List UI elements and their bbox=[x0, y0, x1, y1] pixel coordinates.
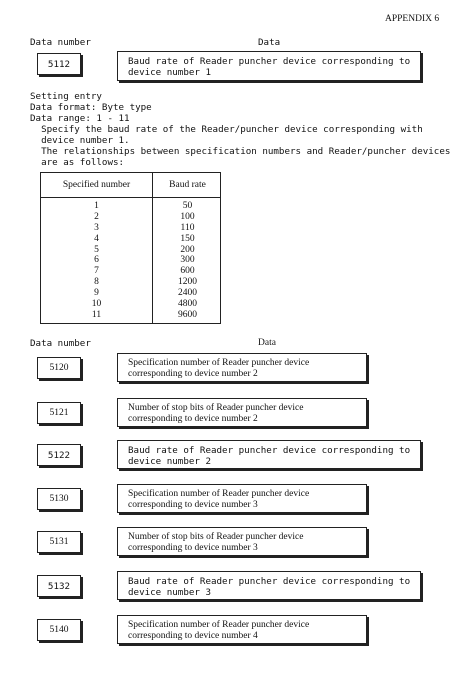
data-number: 5121 bbox=[49, 408, 69, 418]
data-number: 5122 bbox=[47, 449, 71, 461]
data-description-box bbox=[117, 615, 367, 644]
data-number-box bbox=[37, 444, 81, 466]
data-range: Data range: 1 - 11 bbox=[30, 113, 130, 124]
specified-number-cell: 8 bbox=[94, 277, 99, 288]
table-row bbox=[41, 277, 220, 288]
data-number-box bbox=[37, 357, 81, 379]
data-number: 5131 bbox=[49, 537, 69, 547]
baud-rate-cell: 2400 bbox=[178, 288, 197, 299]
data-number-box bbox=[37, 531, 81, 553]
data-description-line: Number of stop bits of Reader puncher device bbox=[128, 532, 304, 542]
specified-number-cell: 7 bbox=[94, 266, 99, 277]
data-description-line: Baud rate of Reader puncher device corresponding to bbox=[128, 445, 411, 456]
specified-number-cell: 4 bbox=[94, 233, 99, 244]
table-body bbox=[41, 201, 220, 321]
specified-number-cell: 2 bbox=[94, 211, 99, 222]
setting-description-line: device number 1. bbox=[30, 135, 130, 146]
data-description-line: device number 2 bbox=[128, 456, 211, 467]
table-row bbox=[41, 266, 220, 277]
specified-number-cell: 1 bbox=[94, 201, 99, 211]
baud-rate-cell: 110 bbox=[180, 222, 195, 233]
table-row bbox=[41, 255, 220, 266]
baud-rate-cell: 600 bbox=[180, 266, 195, 277]
specified-number-cell: 9 bbox=[94, 288, 99, 299]
data-description-line: device number 1 bbox=[128, 67, 211, 78]
table-row bbox=[41, 223, 220, 234]
data-description-line: corresponding to device number 2 bbox=[128, 414, 258, 424]
data-description-line: device number 3 bbox=[128, 587, 211, 598]
setting-entry-title: Setting entry bbox=[30, 91, 102, 102]
baud-rate-cell: 200 bbox=[180, 244, 195, 255]
baud-rate-table bbox=[40, 172, 221, 324]
data-description-line: Baud rate of Reader puncher device corresponding to bbox=[128, 576, 411, 587]
data-description-line: corresponding to device number 4 bbox=[128, 631, 258, 641]
data-number-box bbox=[37, 619, 81, 641]
setting-description-line: Specify the baud rate of the Reader/puncher device corresponding with bbox=[30, 124, 423, 135]
specified-number-cell: 3 bbox=[94, 222, 99, 233]
data-number: 5140 bbox=[49, 625, 69, 635]
setting-description-line: The relationships between specification numbers and Reader/puncher devices bbox=[30, 146, 451, 157]
column-header-baud-rate: Baud rate bbox=[169, 180, 206, 190]
data-description-line: Number of stop bits of Reader puncher device bbox=[128, 403, 304, 413]
data-label: Data bbox=[258, 338, 276, 348]
data-number: 5130 bbox=[49, 494, 69, 504]
data-description-box bbox=[117, 51, 421, 81]
data-description-line: corresponding to device number 3 bbox=[128, 500, 258, 510]
table-row bbox=[41, 288, 220, 299]
setting-block bbox=[30, 91, 450, 168]
specified-number-cell: 6 bbox=[94, 255, 99, 266]
data-label: Data bbox=[258, 37, 281, 48]
baud-rate-cell: 100 bbox=[180, 211, 195, 222]
data-description-line: corresponding to device number 2 bbox=[128, 369, 258, 379]
baud-rate-cell: 9600 bbox=[178, 309, 197, 320]
data-number-label: Data number bbox=[30, 37, 91, 48]
data-number-label: Data number bbox=[30, 338, 91, 349]
table-row bbox=[41, 299, 220, 310]
appendix-header: APPENDIX 6 bbox=[385, 14, 440, 24]
specified-number-cell: 11 bbox=[91, 309, 102, 320]
data-description-box bbox=[117, 527, 367, 556]
specified-number-cell: 5 bbox=[94, 244, 99, 255]
baud-rate-cell: 1200 bbox=[178, 277, 197, 288]
baud-rate-cell: 300 bbox=[180, 255, 195, 266]
data-number-box bbox=[37, 488, 81, 510]
specified-number-cell: 10 bbox=[91, 299, 102, 310]
data-description-line: corresponding to device number 3 bbox=[128, 543, 258, 553]
data-number: 5120 bbox=[49, 363, 69, 373]
table-row bbox=[41, 201, 220, 212]
data-description-line: Specification number of Reader puncher device bbox=[128, 489, 310, 499]
data-format: Data format: Byte type bbox=[30, 102, 152, 113]
data-number-box bbox=[37, 575, 81, 597]
data-description-box bbox=[117, 440, 421, 469]
data-number: 5132 bbox=[47, 580, 71, 592]
table-row bbox=[41, 245, 220, 256]
data-description-line: Specification number of Reader puncher device bbox=[128, 620, 310, 630]
data-description-box bbox=[117, 484, 367, 513]
data-description-box bbox=[117, 571, 421, 600]
data-number: 5112 bbox=[47, 58, 71, 70]
setting-description-line: are as follows: bbox=[30, 157, 125, 168]
data-description-box bbox=[117, 398, 367, 427]
data-number-box bbox=[37, 402, 81, 424]
data-number-box bbox=[37, 53, 81, 75]
column-header-specified-number: Specified number bbox=[62, 180, 131, 190]
table-row bbox=[41, 234, 220, 245]
table-row bbox=[41, 212, 220, 223]
baud-rate-cell: 150 bbox=[180, 233, 195, 244]
baud-rate-cell: 4800 bbox=[178, 299, 197, 310]
data-description-box bbox=[117, 353, 367, 382]
baud-rate-cell: 50 bbox=[182, 201, 193, 211]
data-description-line: Baud rate of Reader puncher device corresponding to bbox=[128, 56, 411, 67]
table-row bbox=[41, 310, 220, 321]
data-description-line: Specification number of Reader puncher device bbox=[128, 358, 310, 368]
